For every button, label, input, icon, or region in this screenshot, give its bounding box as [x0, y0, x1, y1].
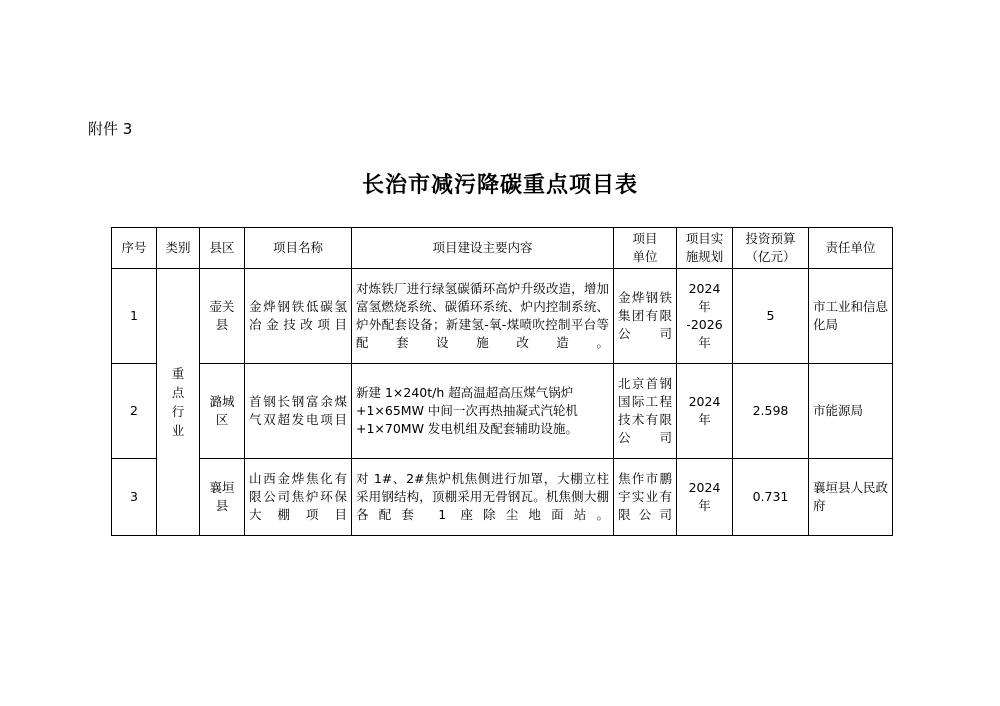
- header-category: 类别: [157, 228, 200, 269]
- table-row: [112, 269, 893, 364]
- cell-project-name: 金烨钢铁低碳氢冶金技改项目: [245, 269, 352, 364]
- cell-schedule: 2024 年: [677, 459, 733, 536]
- cell-responsible: 襄垣县人民政府: [809, 459, 893, 536]
- county-label: 潞城区: [209, 394, 235, 427]
- header-project-name: 项目名称: [245, 228, 352, 269]
- table-header-row: [112, 228, 893, 269]
- header-content: 项目建设主要内容: [352, 228, 614, 269]
- cell-content: 新建 1×240t/h 超高温超高压煤气锅炉+1×65MW 中间一次再热抽凝式汽轮机+1×70MW 发电机组及配套辅助设施。: [352, 364, 614, 459]
- cell-unit: 金烨钢铁集团有限公司: [614, 269, 677, 364]
- header-schedule: 项目实 施规划: [677, 228, 733, 269]
- attachment-label: 附件 3: [88, 120, 133, 138]
- table-row: [112, 364, 893, 459]
- cell-schedule: 2024 年 -2026 年: [677, 269, 733, 364]
- cell-budget: 0.731: [733, 459, 809, 536]
- cell-county: [200, 269, 245, 364]
- project-table: [111, 227, 893, 536]
- category-label: 重点行业: [171, 366, 185, 438]
- header-responsible: 责任单位: [809, 228, 893, 269]
- cell-budget: 2.598: [733, 364, 809, 459]
- cell-unit: 焦作市鹏宇实业有限公司: [614, 459, 677, 536]
- cell-responsible: 市工业和信息化局: [809, 269, 893, 364]
- cell-content: 对炼铁厂进行绿氢碳循环高炉升级改造，增加富氢燃烧系统、碳循环系统、炉内控制系统、炉外配套设备；新建氢-氧-煤喷吹控制平台等配套设施改造。: [352, 269, 614, 364]
- header-no: 序号: [112, 228, 157, 269]
- header-county: 县区: [200, 228, 245, 269]
- header-budget: 投资预算 （亿元）: [733, 228, 809, 269]
- cell-no: 2: [112, 364, 157, 459]
- table-row: [112, 459, 893, 536]
- cell-county: [200, 459, 245, 536]
- cell-content: 对 1#、2#焦炉机焦侧进行加罩，大棚立柱采用钢结构，顶棚采用无骨钢瓦。机焦侧大棚各配套 1 座除尘地面站。: [352, 459, 614, 536]
- cell-unit: 北京首钢国际工程技术有限公司: [614, 364, 677, 459]
- cell-no: 1: [112, 269, 157, 364]
- document-title: 长治市减污降碳重点项目表: [361, 173, 638, 198]
- cell-county: [200, 364, 245, 459]
- cell-schedule: 2024 年: [677, 364, 733, 459]
- county-label: 壶关县: [209, 299, 235, 332]
- cell-category: [157, 269, 200, 536]
- cell-budget: 5: [733, 269, 809, 364]
- cell-no: 3: [112, 459, 157, 536]
- cell-project-name: 山西金烨焦化有限公司焦炉环保大棚项目: [245, 459, 352, 536]
- county-label: 襄垣县: [209, 480, 235, 513]
- cell-responsible: 市能源局: [809, 364, 893, 459]
- header-unit: 项目 单位: [614, 228, 677, 269]
- cell-project-name: 首钢长钢富余煤气双超发电项目: [245, 364, 352, 459]
